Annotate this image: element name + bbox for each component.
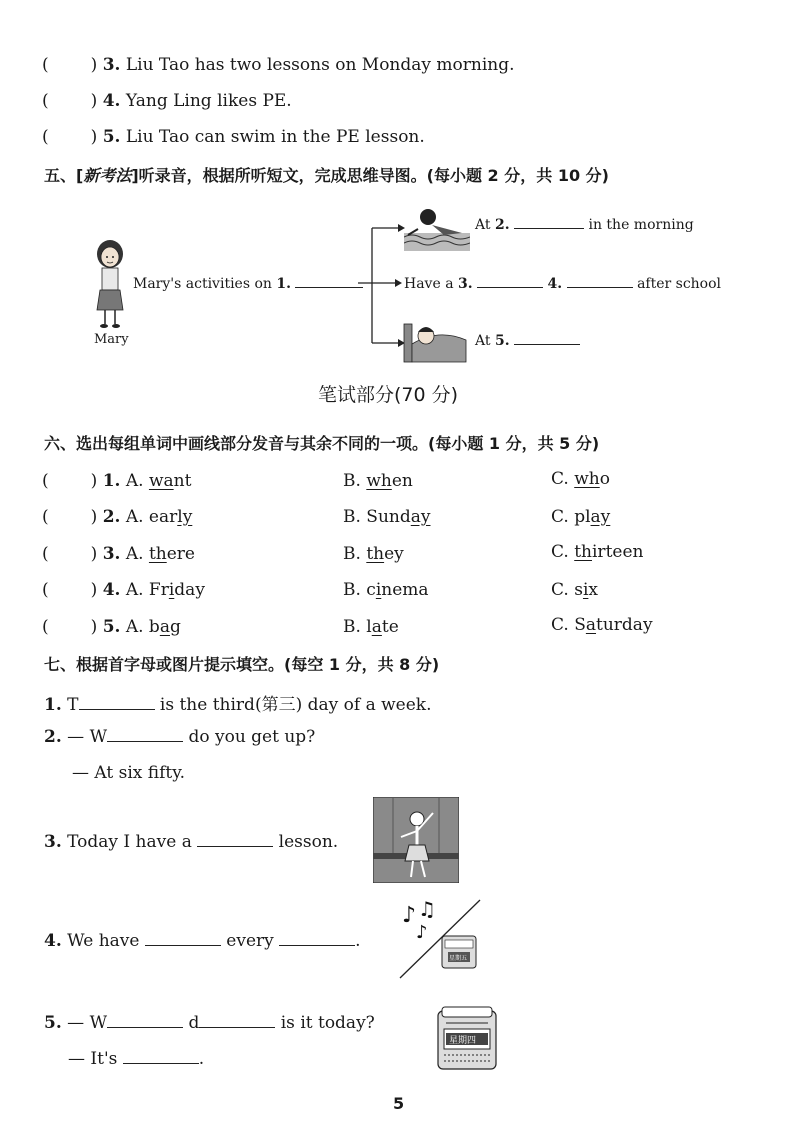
fill-item-2: 2. — W do you get up? xyxy=(44,727,316,747)
branch-top: At 2. in the morning xyxy=(475,217,694,233)
svg-text:♪: ♪ xyxy=(416,922,428,943)
tf-item-4: ( ) 4. Yang Ling likes PE. xyxy=(42,91,292,111)
fill-item-3: 3. Today I have a lesson. xyxy=(44,832,339,852)
dance-picture-icon xyxy=(373,797,459,883)
section6-heading: 六、选出每组单词中画线部分发音与其余不同的一项。(每小题 1 分，共 5 分) xyxy=(44,434,600,453)
section5-heading: 五、[新考法]听录音，根据所听短文，完成思维导图。(每小题 2 分，共 10 分) xyxy=(44,166,609,185)
fill-item-2-answer: — At six fifty. xyxy=(72,763,185,783)
girl-figure-icon xyxy=(88,238,132,330)
calendar-big-text: 星期四 xyxy=(449,1036,477,1046)
svg-text:♪: ♪ xyxy=(402,903,417,928)
sleeping-icon xyxy=(402,318,470,364)
branch-bottom: At 5. xyxy=(475,333,580,349)
calendar-icon xyxy=(436,1005,498,1071)
phonics-row-5: ( ) 5. A. bag xyxy=(42,617,181,637)
phonics-row-1: ( ) 1. A. want xyxy=(42,471,192,491)
branch-middle: Have a 3. 4. after school xyxy=(404,276,722,292)
fill-item-5: 5. — W d is it today? xyxy=(44,1013,375,1033)
tf-item-5: ( ) 5. Liu Tao can swim in the PE lesson. xyxy=(42,127,425,147)
swimming-icon xyxy=(404,205,470,253)
center-node: Mary's activities on 1. xyxy=(133,276,363,292)
calendar-small-text: 星期五 xyxy=(449,955,468,962)
fill-item-1: 1. T is the third(第三) day of a week. xyxy=(44,695,432,715)
tf-item-3: ( ) 3. Liu Tao has two lessons on Monday morning. xyxy=(42,55,515,75)
figure-label: Mary xyxy=(94,332,129,347)
page-number: 5 xyxy=(393,1094,405,1113)
phonics-row-4: ( ) 4. A. Friday xyxy=(42,580,205,600)
written-part-title: 笔试部分(70 分) xyxy=(318,384,459,406)
fill-item-4: 4. We have every . xyxy=(44,931,361,951)
fill-item-5-answer: — It's . xyxy=(68,1049,205,1069)
music-calendar-icon xyxy=(398,896,484,980)
phonics-row-2: ( ) 2. A. early xyxy=(42,507,193,527)
svg-text:♫: ♫ xyxy=(418,897,436,921)
phonics-row-3: ( ) 3. A. there xyxy=(42,544,195,564)
section7-heading: 七、根据首字母或图片提示填空。(每空 1 分，共 8 分) xyxy=(44,655,440,674)
